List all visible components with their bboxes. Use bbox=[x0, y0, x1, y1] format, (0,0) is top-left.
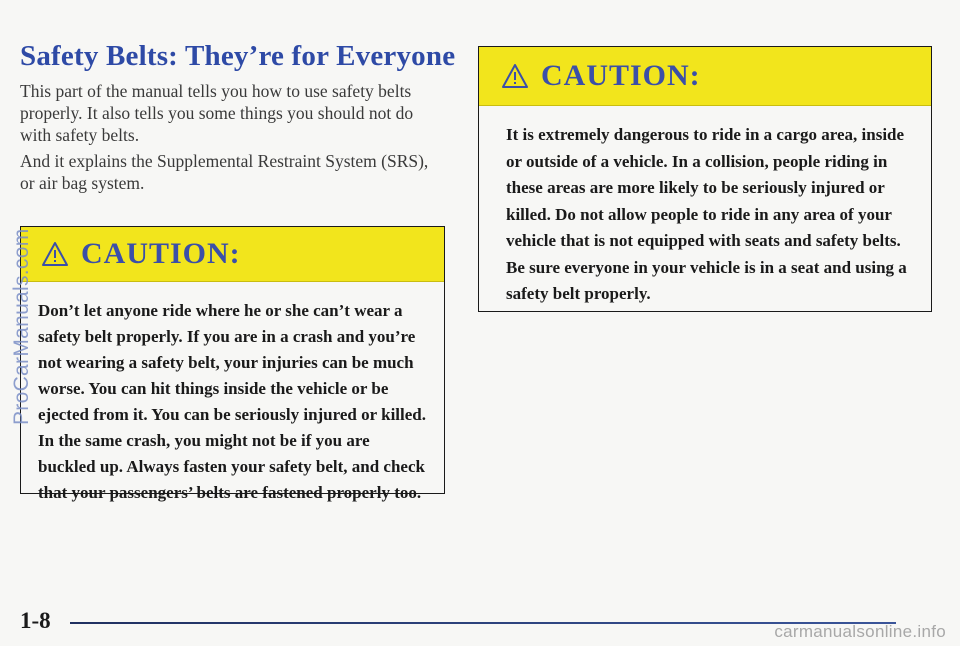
page-number: 1-8 bbox=[20, 608, 51, 633]
caution-box-left bbox=[20, 226, 445, 502]
caution-label: CAUTION: bbox=[541, 59, 701, 92]
caution-text: Don’t let anyone ride where he or she can’t wear a safety belt properly. If you are in a crash and you’re not wearing a safety belt, your injuries can be much worse. You can hit things inside the vehicle or be ejected from it. You can be seriously injured or killed. In the same crash, you might not be if you are buckled up. Always fasten your safety belt, and check that your passengers’ belts are fastened properly too. bbox=[38, 301, 426, 502]
srs-paragraph: And it explains the Supplemental Restraint System (SRS), or air bag system. bbox=[20, 151, 429, 193]
footer-watermark: carmanualsonline.info bbox=[774, 622, 946, 641]
caution-header bbox=[479, 47, 931, 106]
section-title: Safety Belts: They’re for Everyone bbox=[20, 40, 456, 72]
caution-text: It is extremely dangerous to ride in a cargo area, inside or outside of a vehicle. In a collision, people riding in these areas are more likely to be seriously injured or killed. Do not allow people to ride in any area of your vehicle that is not equipped with seats and safety belts. Be sure everyone in your vehicle is in a seat and using a safety belt properly. bbox=[506, 125, 907, 303]
caution-box-right bbox=[478, 46, 932, 312]
footer-rule bbox=[70, 622, 896, 624]
side-watermark: ProCarManuals.com bbox=[10, 228, 33, 425]
warning-triangle-icon bbox=[41, 241, 69, 267]
caution-label: CAUTION: bbox=[81, 237, 241, 270]
intro-paragraph: This part of the manual tells you how to use safety belts properly. It also tells you some things you should not do with safety belts. bbox=[20, 81, 414, 145]
warning-triangle-icon bbox=[501, 63, 529, 89]
caution-header bbox=[21, 227, 444, 282]
